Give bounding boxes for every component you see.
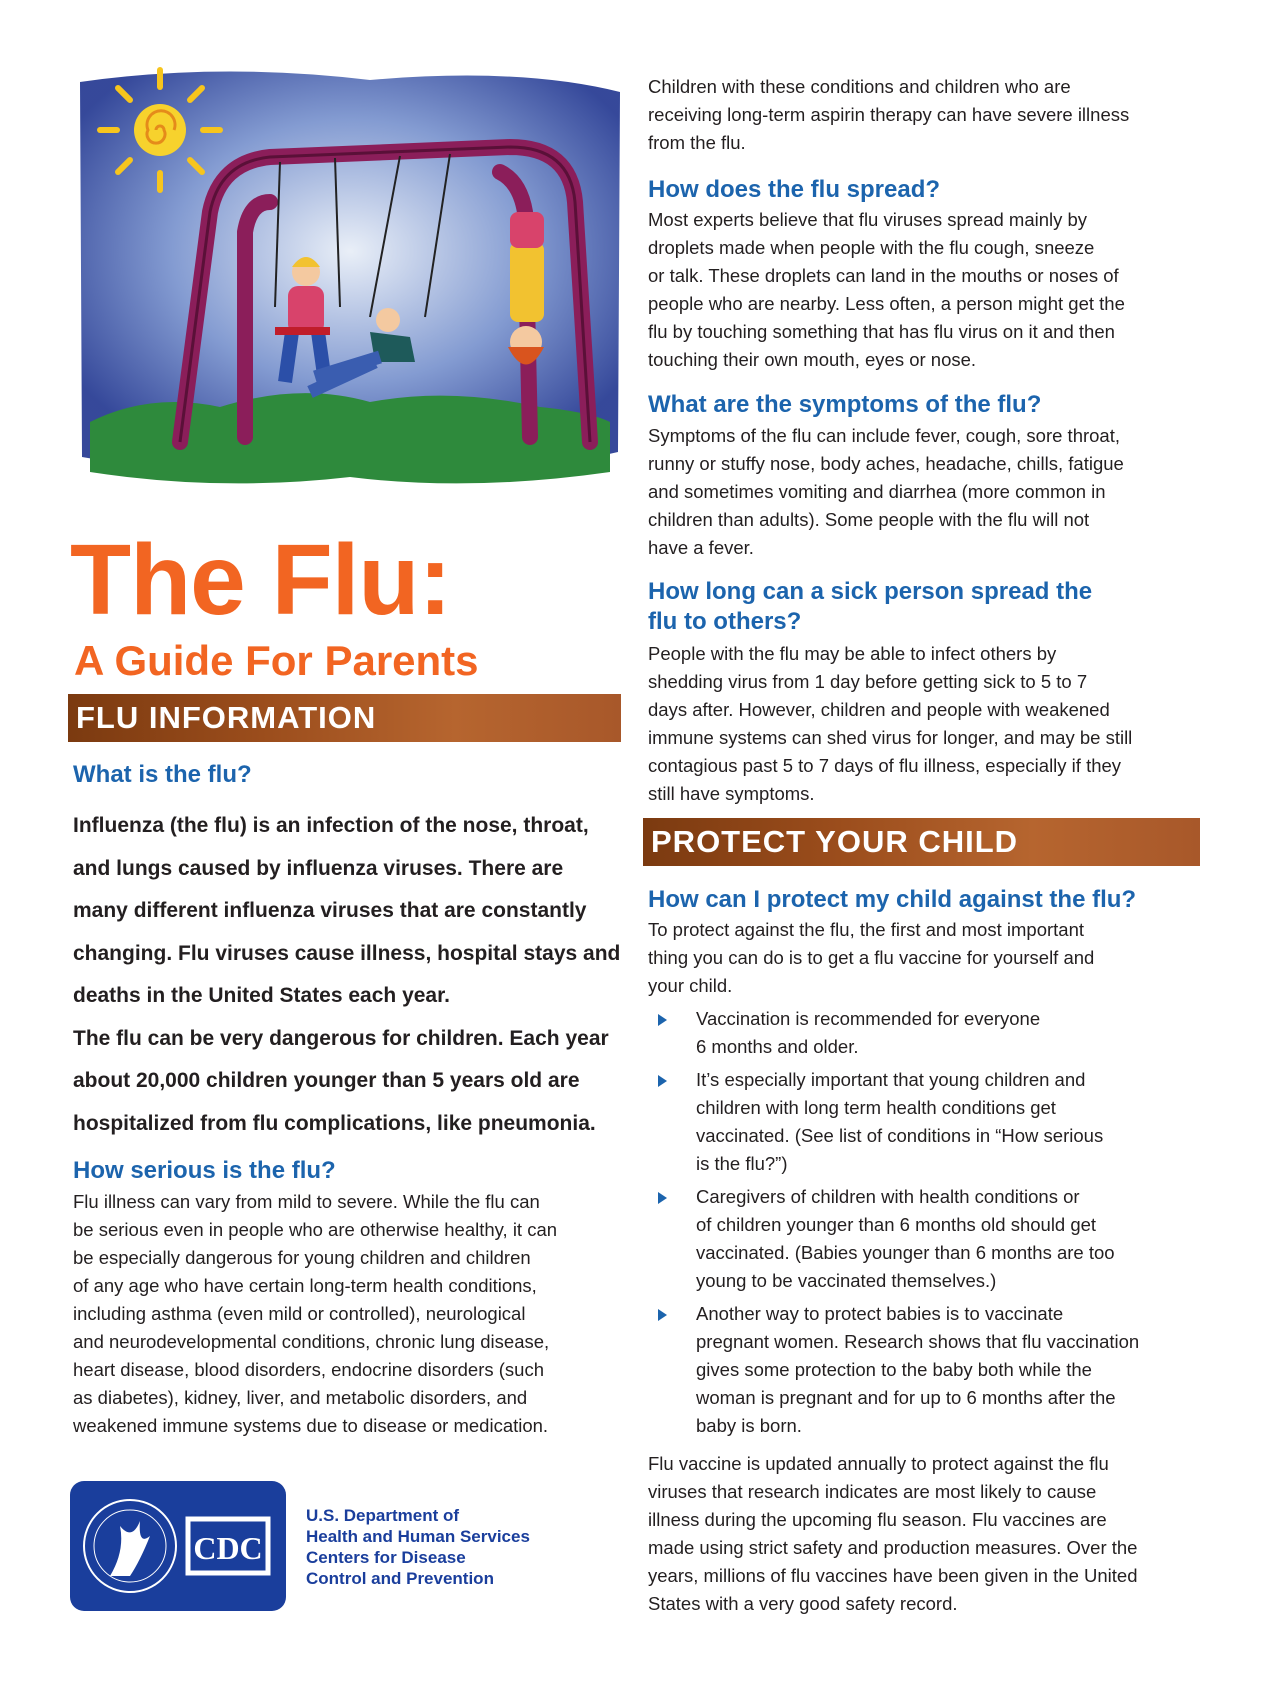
text-line: heart disease, blood disorders, endocrine disorders (such [73,1359,544,1380]
text-line: Children with these conditions and children who are [648,76,1071,97]
text-line: viruses that research indicates are most likely to cause [648,1481,1097,1502]
agency-line: Health and Human Services [306,1527,530,1546]
bullet-triangle-icon [658,1192,667,1204]
intro-paragraph [648,73,1208,157]
text-line: of any age who have certain long-term health conditions, [73,1275,537,1296]
text-line: including asthma (even mild or controlled), neurological [73,1303,526,1324]
section-banner-flu-information: FLU INFORMATION [68,694,621,742]
page-subtitle: A Guide For Parents [74,637,479,684]
agency-line: Control and Prevention [306,1569,494,1588]
text-line: still have symptoms. [648,783,815,804]
bullet-triangle-icon [658,1075,667,1087]
hhs-cdc-logo [70,1481,286,1611]
text-line: 6 months and older. [696,1036,859,1057]
heading-line: How long can a sick person spread the [648,578,1093,605]
text-line: and neurodevelopmental conditions, chronic lung disease, [73,1331,550,1352]
closing-paragraph [648,1450,1213,1618]
agency-name [306,1505,530,1589]
list-item [648,1183,1208,1295]
agency-line: Centers for Disease [306,1548,466,1567]
list-item [648,1005,1208,1061]
text-line: It’s especially important that young children and [696,1069,1086,1090]
text-line: To protect against the flu, the first and most important [648,919,1084,940]
text-line: thing you can do is to get a flu vaccine for yourself and [648,947,1095,968]
list-item [648,1066,1208,1178]
text-line: years, millions of flu vaccines have been given in the United [648,1565,1138,1586]
text-line: changing. Flu viruses cause illness, hospital stays and [73,941,621,965]
text-line: illness during the upcoming flu season. Flu vaccines are [648,1509,1107,1530]
how-serious-body [73,1188,633,1440]
child-figure [508,212,544,365]
text-line: people who are nearby. Less often, a person might get the [648,293,1125,314]
text-line: and lungs caused by influenza viruses. There are [73,856,564,880]
text-line: touching their own mouth, eyes or nose. [648,349,977,370]
text-line: flu by touching something that has flu virus on it and then [648,321,1115,342]
protect-body [648,916,1208,1000]
text-line: contagious past 5 to 7 days of flu illness, especially if they [648,755,1122,776]
text-line: be serious even in people who are otherwise healthy, it can [73,1219,558,1240]
text-line: Symptoms of the flu can include fever, cough, sore throat, [648,425,1121,446]
text-line: Vaccination is recommended for everyone [696,1008,1041,1029]
text-line: States with a very good safety record. [648,1593,958,1614]
text-line: runny or stuffy nose, body aches, headache, chills, fatigue [648,453,1124,474]
heading-how-long-spread [648,577,1208,637]
heading-symptoms: What are the symptoms of the flu? [648,391,1042,418]
bullet-triangle-icon [658,1309,667,1321]
text-line: baby is born. [696,1415,802,1436]
text-line: from the flu. [648,132,746,153]
cdc-logo-text: CDC [193,1530,263,1566]
text-line: pregnant women. Research shows that flu vaccination [696,1331,1140,1352]
text-line: Another way to protect babies is to vaccinate [696,1303,1064,1324]
text-line: about 20,000 children younger than 5 years old are [73,1069,580,1092]
text-line: Influenza (the flu) is an infection of the nose, throat, [73,814,589,837]
text-line: children with long term health conditions get [696,1097,1056,1118]
heading-line: flu to others? [648,608,802,635]
text-line: Flu illness can vary from mild to severe. While the flu can [73,1191,540,1212]
sun-icon [100,70,220,190]
text-line: vaccinated. (See list of conditions in “How serious [696,1125,1104,1146]
section-banner-protect-your-child: PROTECT YOUR CHILD [643,818,1200,866]
text-line: Most experts believe that flu viruses spread mainly by [648,209,1088,230]
text-line: young to be vaccinated themselves.) [696,1270,997,1291]
text-line: children than adults). Some people with the flu will not [648,509,1090,530]
text-line: Caregivers of children with health conditions or [696,1186,1080,1207]
text-line: vaccinated. (Babies younger than 6 months are too [696,1242,1115,1263]
spread-body [648,206,1208,374]
text-line: weakened immune systems due to disease or medication. [73,1415,549,1436]
text-line: deaths in the United States each year. [73,984,450,1007]
text-line: of children younger than 6 months old should get [696,1214,1097,1235]
text-line: immune systems can shed virus for longer, and may be still [648,727,1133,748]
text-line: Flu vaccine is updated annually to protect against the flu [648,1453,1109,1474]
text-line: have a fever. [648,537,754,558]
list-item [648,1300,1208,1440]
text-line: as diabetes), kidney, liver, and metabolic disorders, and [73,1387,528,1408]
heading-how-protect: How can I protect my child against the flu? [648,886,1137,913]
text-line: gives some protection to the baby both while the [696,1359,1092,1380]
text-line: days after. However, children and people with weakened [648,699,1110,720]
page-title: The Flu: [70,524,451,636]
text-line: and sometimes vomiting and diarrhea (more common in [648,481,1106,502]
protection-bullet-list [648,1005,1208,1445]
bullet-triangle-icon [658,1014,667,1026]
text-line: receiving long-term aspirin therapy can have severe illness [648,104,1130,125]
text-line: many different influenza viruses that are constantly [73,899,587,922]
text-line: People with the flu may be able to infect others by [648,643,1057,664]
heading-how-serious: How serious is the flu? [73,1157,336,1184]
agency-line: U.S. Department of [306,1506,460,1525]
text-line: made using strict safety and production measures. Over the [648,1537,1138,1558]
symptoms-body [648,422,1208,562]
text-line: is the flu?”) [696,1153,788,1174]
what-is-flu-body [73,805,633,1145]
text-line: droplets made when people with the flu cough, sneeze [648,237,1095,258]
text-line: The flu can be very dangerous for children. Each year [73,1026,609,1050]
text-line: be especially dangerous for young children and children [73,1247,531,1268]
text-line: your child. [648,975,733,996]
swing-set-illustration [70,62,630,522]
text-line: or talk. These droplets can land in the mouths or noses of [648,265,1119,286]
how-long-body [648,640,1208,808]
text-line: woman is pregnant and for up to 6 months after the [696,1387,1116,1408]
heading-how-does-flu-spread: How does the flu spread? [648,176,941,203]
text-line: shedding virus from 1 day before getting sick to 5 to 7 [648,671,1088,692]
heading-what-is-the-flu: What is the flu? [73,761,252,788]
text-line: hospitalized from flu complications, like pneumonia. [73,1111,596,1135]
